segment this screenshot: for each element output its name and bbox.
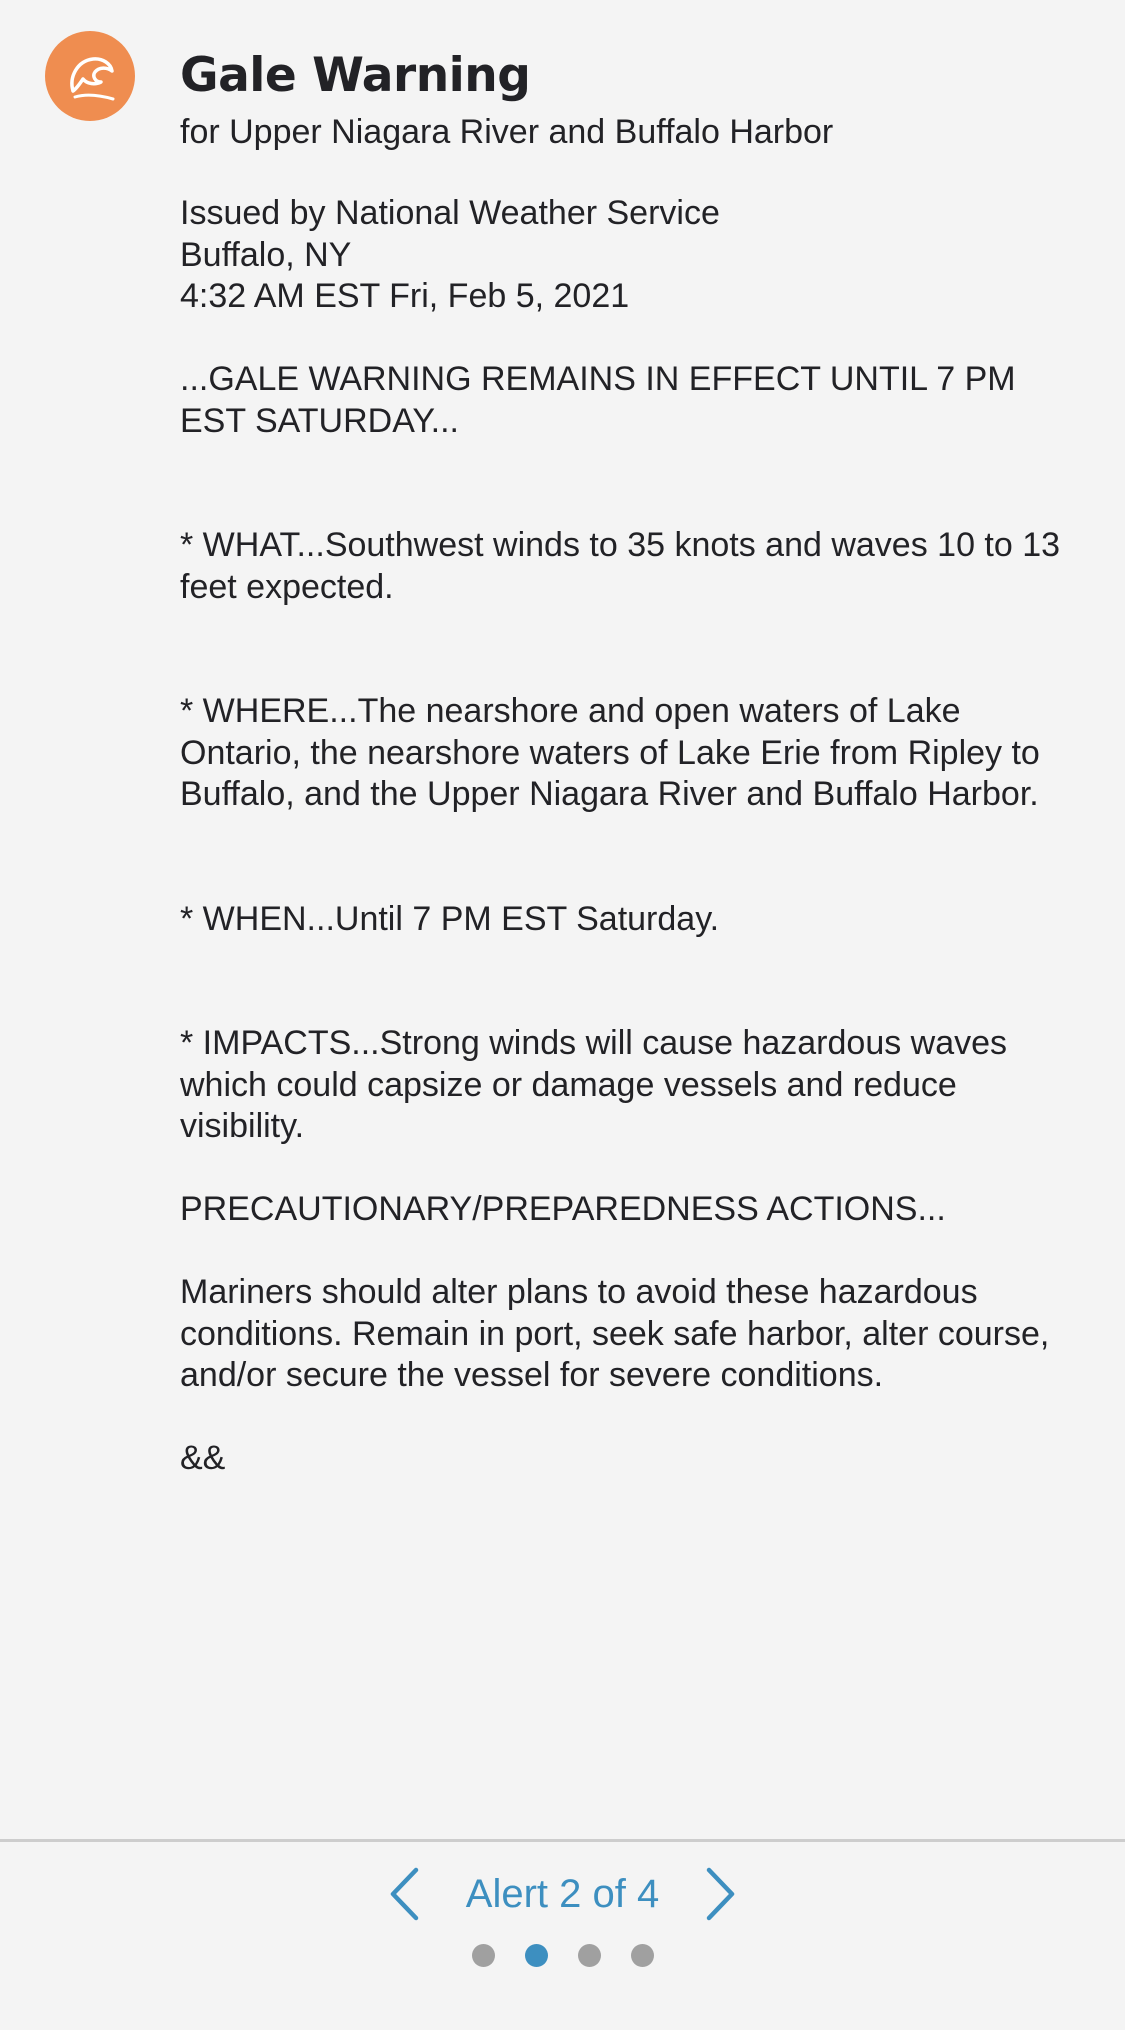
divider <box>0 1839 1125 1842</box>
alert-content <box>180 48 1080 1480</box>
alert-title: Gale Warning <box>180 48 531 103</box>
chevron-left-icon[interactable] <box>384 1864 424 1924</box>
page-dot[interactable] <box>631 1944 654 1967</box>
page-dot[interactable] <box>472 1944 495 1967</box>
page-indicator <box>0 1944 1125 1967</box>
chevron-right-icon[interactable] <box>701 1864 741 1924</box>
page-dot[interactable] <box>525 1944 548 1967</box>
alert-body: Issued by National Weather Service Buffalo, NY 4:32 AM EST Fri, Feb 5, 2021 ...GALE WARNING REMAINS IN EFFECT UNTIL 7 PM EST SATURDAY... * WHAT...Southwest winds to 35 knots and waves 10 to 13 feet expected. * WHERE...The nearshore and open waters of Lake Ontario, the nearshore waters of Lake Erie from Ripley to Buffalo, and the Upper Niagara River and Buffalo Harbor. * WHEN...Until 7 PM EST Saturday. * IMPACTS...Strong winds will cause hazardous waves which could capsize or damage vessels and reduce visibility. PRECAUTIONARY/PREPAREDNESS ACTIONS... Mariners should alter plans to avoid these hazardous conditions. Remain in port, seek safe harbor, alter course, and/or secure the vessel for severe conditions. && <box>180 194 1061 1477</box>
wave-icon <box>45 31 135 121</box>
alert-pager <box>0 1864 1125 1924</box>
alert-subtitle: for Upper Niagara River and Buffalo Harbor <box>180 113 834 151</box>
pager-label: Alert 2 of 4 <box>465 1872 660 1916</box>
page-dot[interactable] <box>578 1944 601 1967</box>
